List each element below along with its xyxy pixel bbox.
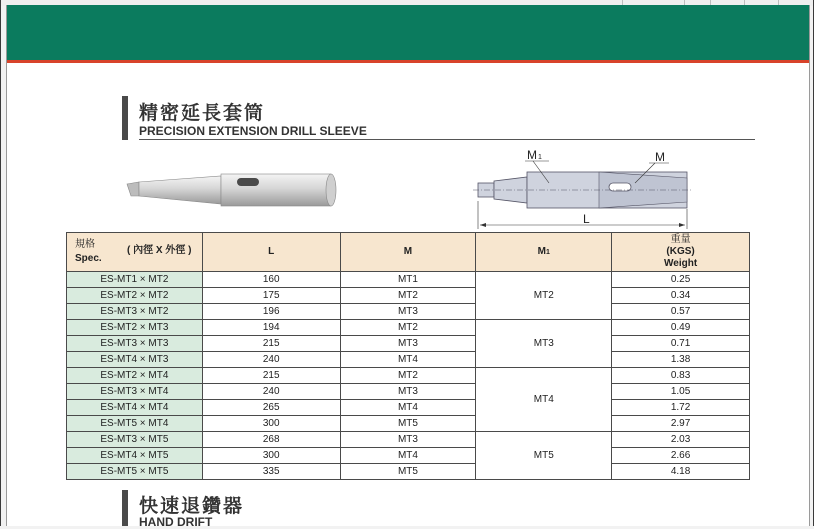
table-row [67,272,750,288]
cell-m: MT3 [340,384,476,400]
header-accent-line [7,60,809,63]
section-title-en: PRECISION EXTENSION DRILL SLEEVE [139,124,367,138]
drill-sleeve-photo [125,170,345,210]
header-spec-en: Spec. [75,253,102,264]
section-rule [139,139,755,140]
cell-l: 335 [202,464,340,480]
cell-spec: ES-MT5 × MT4 [67,416,203,432]
header-m1-label: M [537,245,546,257]
cell-m: MT3 [340,432,476,448]
section-marker [122,96,128,140]
cell-spec: ES-MT2 × MT3 [67,320,203,336]
sleeve-dimension-diagram [469,145,709,237]
cell-m: MT4 [340,352,476,368]
cell-weight: 2.03 [612,432,750,448]
cell-l: 300 [202,416,340,432]
cell-spec: ES-MT2 × MT4 [67,368,203,384]
cell-weight: 0.71 [612,336,750,352]
header-spec-zh: 規格 [75,239,95,250]
table-row [67,464,750,480]
cell-l: 300 [202,448,340,464]
cell-m: MT4 [340,400,476,416]
label-m1: M [527,148,537,162]
cell-weight: 4.18 [612,464,750,480]
cell-m1-group: MT2 [476,272,612,320]
table-row [67,352,750,368]
cell-weight: 0.25 [612,272,750,288]
cell-m1-group: MT5 [476,432,612,480]
cell-weight: 0.34 [612,288,750,304]
cell-l: 240 [202,384,340,400]
cell-weight: 0.49 [612,320,750,336]
header-spec [67,233,203,272]
cell-m: MT2 [340,368,476,384]
table-row [67,384,750,400]
cell-weight: 0.83 [612,368,750,384]
cell-m1-group: MT3 [476,320,612,368]
table-row [67,416,750,432]
cell-weight: 1.05 [612,384,750,400]
table-row [67,288,750,304]
cell-spec: ES-MT4 × MT5 [67,448,203,464]
spec-table [66,232,750,480]
header-weight [612,233,750,272]
header-band [7,5,809,60]
cell-weight: 1.72 [612,400,750,416]
cell-spec: ES-MT2 × MT2 [67,288,203,304]
section-title-zh: 快速退鑽器 [139,495,245,517]
section-title-zh: 精密延長套筒 [139,102,266,124]
table-row [67,448,750,464]
section-marker [122,490,128,526]
cell-l: 194 [202,320,340,336]
header-m: M [340,233,476,272]
cell-m: MT5 [340,416,476,432]
cell-spec: ES-MT3 × MT3 [67,336,203,352]
cell-m: MT4 [340,448,476,464]
cell-m1-group: MT4 [476,368,612,432]
cell-m: MT5 [340,464,476,480]
label-m1-sub: 1 [538,154,542,161]
table-row [67,368,750,384]
cell-m: MT2 [340,288,476,304]
cell-m: MT3 [340,336,476,352]
cell-spec: ES-MT3 × MT4 [67,384,203,400]
cell-spec: ES-MT1 × MT2 [67,272,203,288]
cell-weight: 0.57 [612,304,750,320]
cell-m: MT1 [340,272,476,288]
table-row [67,320,750,336]
cell-l: 215 [202,336,340,352]
table-row [67,400,750,416]
cell-weight: 2.66 [612,448,750,464]
header-spec-note: ( 內徑 X 外徑 ) [127,245,192,256]
header-m1-sub: 1 [545,248,550,256]
cell-spec: ES-MT4 × MT4 [67,400,203,416]
label-m: M [655,150,665,164]
cell-weight: 2.97 [612,416,750,432]
cell-spec: ES-MT3 × MT5 [67,432,203,448]
label-l: L [583,212,590,226]
cell-l: 175 [202,288,340,304]
cell-l: 196 [202,304,340,320]
table-row [67,304,750,320]
cell-m: MT3 [340,304,476,320]
header-weight-unit: (KGS) [666,246,695,257]
cell-weight: 1.38 [612,352,750,368]
table-row [67,336,750,352]
cell-l: 265 [202,400,340,416]
cell-l: 240 [202,352,340,368]
cell-l: 160 [202,272,340,288]
table-row [67,432,750,448]
header-weight-en: Weight [664,258,698,269]
header-m1 [476,233,612,272]
cell-l: 215 [202,368,340,384]
cell-l: 268 [202,432,340,448]
cell-spec: ES-MT3 × MT2 [67,304,203,320]
header-l: L [202,233,340,272]
cell-spec: ES-MT5 × MT5 [67,464,203,480]
table-header-row [67,233,750,272]
section-title-en: HAND DRIFT [139,515,213,529]
header-weight-zh: 重量 [670,234,691,245]
cell-spec: ES-MT4 × MT3 [67,352,203,368]
cell-m: MT2 [340,320,476,336]
